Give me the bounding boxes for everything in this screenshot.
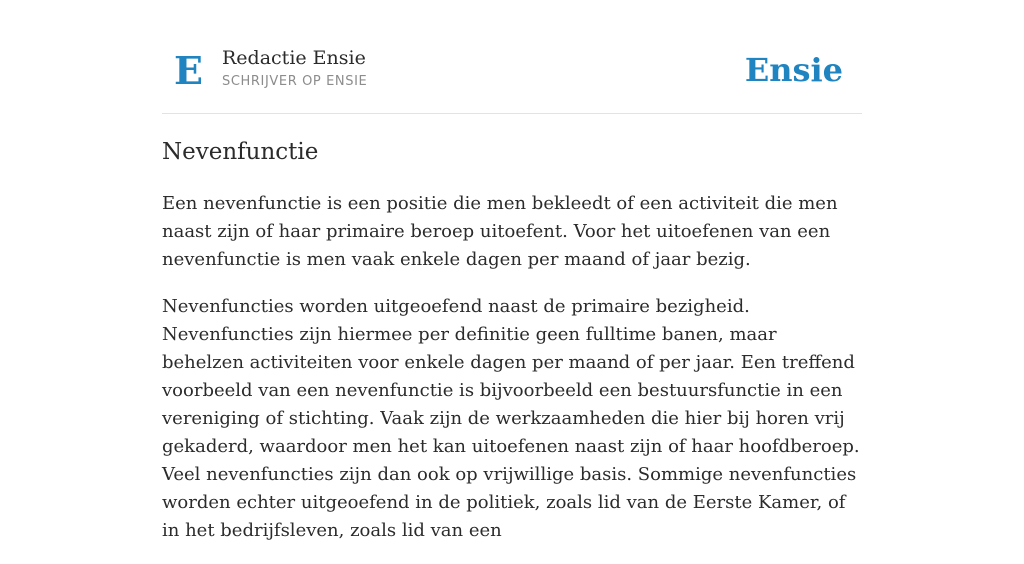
author-name[interactable]: Redactie Ensie bbox=[222, 47, 366, 69]
author-header bbox=[162, 40, 862, 114]
article-paragraph: Een nevenfunctie is een positie die men bekleedt of een activiteit die men naast zijn of haar primaire beroep uitoefent. Voor het uitoefenen van een nevenfunctie is men vaak enkele dagen per maand of jaar bezig. bbox=[162, 193, 838, 270]
brand-logo[interactable]: Ensie bbox=[744, 51, 843, 89]
article-body bbox=[162, 136, 862, 564]
author-role: SCHRIJVER OP ENSIE bbox=[222, 74, 368, 89]
author-avatar[interactable]: E bbox=[174, 48, 203, 93]
article-paragraph: Nevenfuncties worden uitgeoefend naast de primaire bezigheid. Nevenfuncties zijn hiermee per definitie geen fulltime banen, maar behelzen activiteiten voor enkele dagen per maand of per jaar. Een treffend voorbeeld van een nevenfunctie is bijvoorbeeld een bestuursfunctie in een vereniging of stichting. Vaak zijn de werkzaamheden die hier bij horen vrij gekaderd, waardoor men het kan uitoefenen naast zijn of haar hoofdberoep. Veel nevenfuncties zijn dan ook op vrijwillige basis. Sommige nevenfuncties worden echter uitgeoefend in de politiek, zoals lid van de Eerste Kamer, of in het bedrijfsleven, zoals lid van een bbox=[162, 296, 860, 541]
article-title: Nevenfunctie bbox=[162, 139, 319, 165]
